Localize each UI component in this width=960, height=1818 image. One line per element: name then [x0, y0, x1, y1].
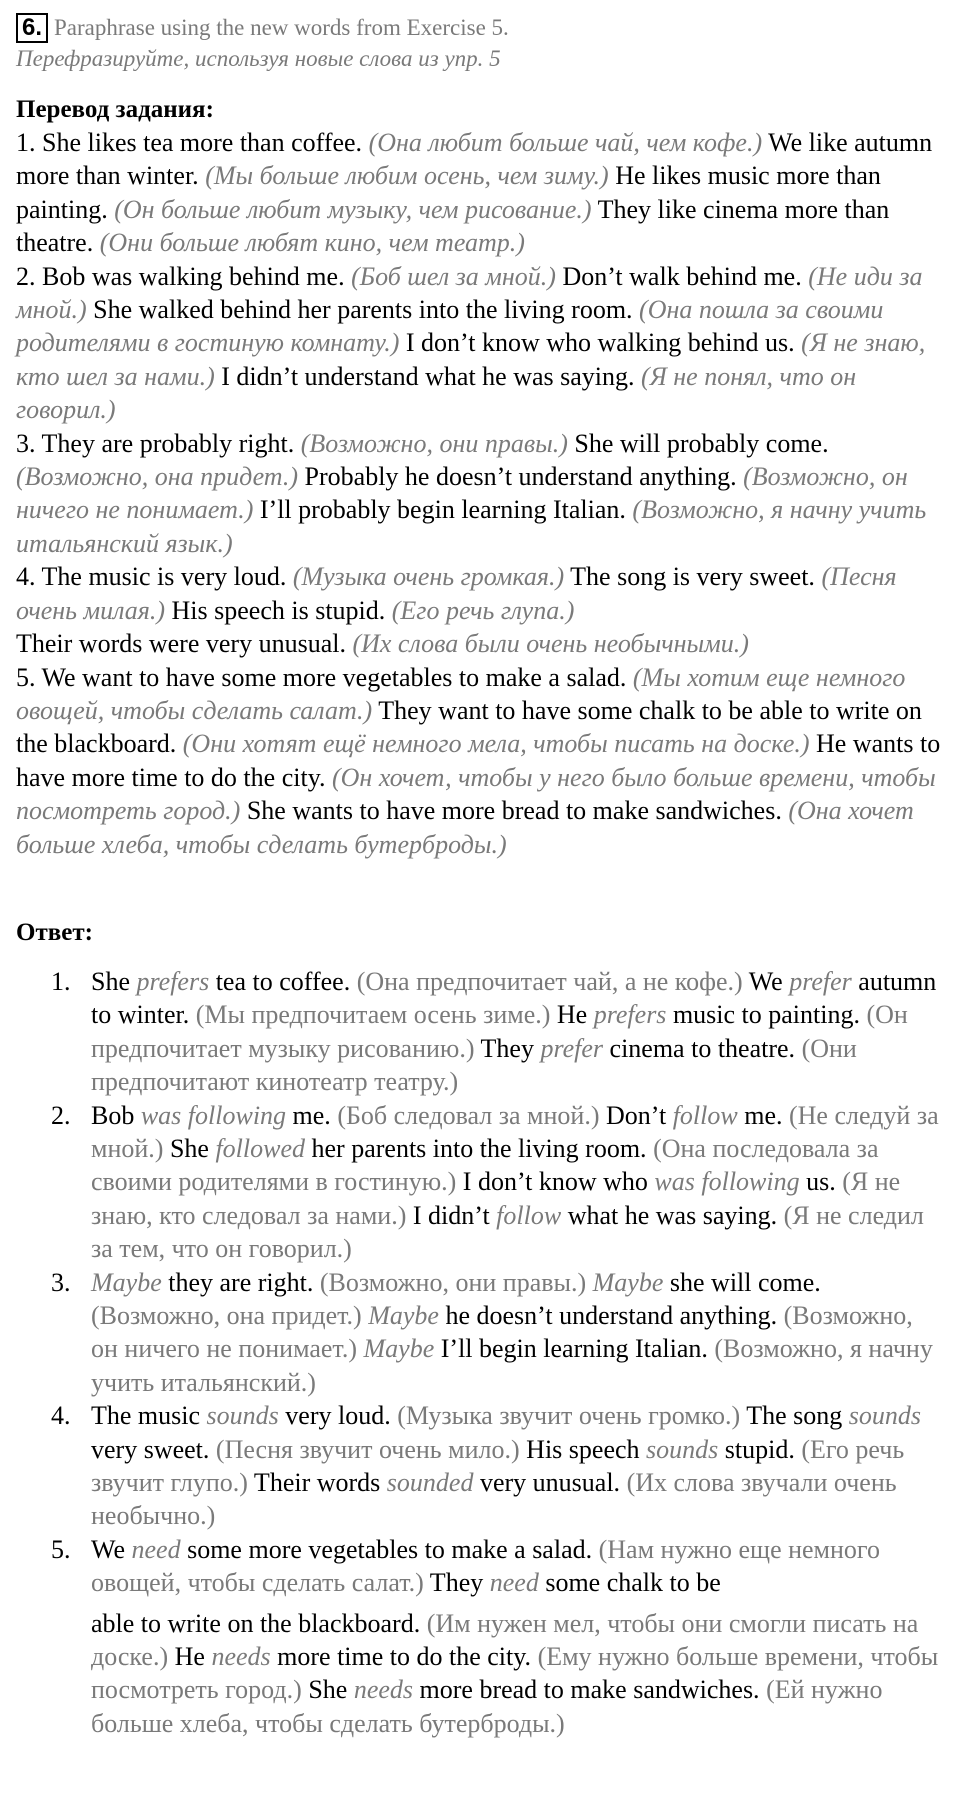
russian-translation: (Возможно, она придет.): [16, 462, 299, 492]
russian-translation: (Не иди за мной.): [16, 261, 923, 325]
answer-list: [16, 965, 942, 1740]
russian-translation: (Песня очень милая.): [16, 562, 897, 625]
russian-translation: (Я не понял, что он говорил.): [16, 361, 857, 425]
english-text: she will come.: [663, 1267, 821, 1297]
russian-translation: (Музыка очень громкая.): [292, 562, 565, 592]
line-gap: [91, 1600, 942, 1607]
answer-item: [16, 1266, 942, 1400]
keyword: Maybe: [592, 1267, 664, 1297]
russian-translation: (Возможно, они правы.): [319, 1267, 587, 1297]
translation-item: [16, 260, 942, 427]
english-text: Don’t walk behind me.: [555, 261, 809, 291]
keyword: sounds: [206, 1401, 279, 1431]
english-text: I’ll begin learning Italian.: [434, 1334, 715, 1364]
russian-translation: (Они хотят ещё немного мела, чтобы писать на доске.): [182, 729, 810, 759]
english-text: they are right.: [161, 1267, 320, 1297]
english-text: her parents into the living room.: [305, 1133, 654, 1163]
russian-translation: (Музыка звучит очень громко.): [397, 1401, 741, 1431]
english-text: Their words: [247, 1468, 387, 1498]
english-text: She: [163, 1133, 216, 1163]
english-text: They want to have some chalk to be able to write on the blackboard.: [16, 695, 922, 759]
russian-translation: (Не следуй за мной.): [91, 1100, 939, 1163]
keyword: Maybe: [363, 1334, 435, 1364]
english-text: The song: [740, 1401, 849, 1431]
translation-item: [16, 661, 942, 861]
russian-translation: (Боб следовал за мной.): [337, 1100, 600, 1130]
keyword: need: [489, 1568, 539, 1598]
russian-translation: (Возможно, они правы.): [300, 428, 568, 458]
english-text: able to write on the blackboard.: [91, 1608, 427, 1638]
russian-translation: (Их слова звучали очень необычно.): [91, 1468, 897, 1531]
english-text: more time to do the city.: [270, 1642, 538, 1672]
russian-translation: (Возможно, он ничего не понимает.): [91, 1301, 913, 1364]
english-text: music to painting.: [666, 1000, 867, 1030]
english-text: very unusual.: [473, 1468, 627, 1498]
english-text: what he was saying.: [561, 1200, 784, 1230]
english-text: He: [550, 1000, 594, 1030]
english-text: I don’t know who: [456, 1167, 655, 1197]
english-text: 3. They are probably right.: [16, 428, 301, 458]
answer-number: 5.: [51, 1534, 71, 1564]
english-text: She: [301, 1675, 354, 1705]
answer-number: 2.: [51, 1100, 71, 1130]
english-text: She: [91, 966, 137, 996]
english-text: 4. The music is very loud.: [16, 562, 293, 592]
keyword: Maybe: [91, 1267, 162, 1297]
russian-translation: (Он предпочитает музыку рисованию.): [91, 1000, 908, 1063]
translation-section-title: Перевод задания:: [16, 96, 214, 123]
russian-translation: (Возможно, я начну учить итальянский.): [91, 1334, 933, 1397]
answer-item: [16, 965, 942, 1099]
english-text: me.: [286, 1100, 338, 1130]
russian-translation: (Возможно, она придет.): [91, 1301, 362, 1330]
instruction-russian: Перефразируйте, используя новые слова из упр. 5: [16, 46, 501, 71]
english-text: She will probably come.: [567, 428, 829, 458]
russian-translation: (Он хочет, чтобы у него было больше времени, чтобы посмотреть город.): [16, 762, 936, 826]
english-text: very loud.: [278, 1401, 398, 1431]
english-text: I didn’t understand what he was saying.: [214, 361, 642, 391]
keyword: follow: [672, 1100, 738, 1130]
keyword: sounds: [848, 1401, 921, 1431]
russian-translation: (Они предпочитают кинотеатр театру.): [91, 1033, 857, 1097]
russian-translation: (Она предпочитает чай, а не кофе.): [356, 966, 743, 996]
translation-section-body: [16, 126, 942, 861]
answer-number: 4.: [51, 1401, 71, 1431]
keyword: was following: [654, 1167, 800, 1197]
russian-translation: (Возможно, я начну учить итальянский язык.): [16, 495, 927, 558]
keyword: prefers: [136, 966, 210, 996]
english-text: She wants to have more bread to make sandwiches.: [240, 796, 789, 826]
english-text: His speech is stupid.: [165, 595, 392, 625]
english-text: me.: [737, 1100, 789, 1130]
english-text: autumn to winter.: [91, 966, 937, 1030]
english-text: She walked behind her parents into the living room.: [86, 295, 640, 325]
russian-translation: (Ему нужно больше времени, чтобы посмотреть город.): [91, 1642, 939, 1705]
english-text: cinema to theatre.: [603, 1033, 802, 1063]
english-text: 2. Bob was walking behind me.: [16, 261, 352, 291]
english-text: I don’t know who walking behind us.: [399, 328, 802, 358]
keyword: was following: [140, 1100, 287, 1130]
russian-translation: (Его речь глупа.): [391, 595, 575, 625]
russian-translation: (Их слова были очень необычными.): [352, 629, 749, 659]
russian-translation: (Ей нужно больше хлеба, чтобы сделать бутерброды.): [91, 1675, 883, 1738]
russian-translation: (Мы больше любим осень, чем зиму.): [205, 161, 609, 191]
russian-translation: (Она хочет больше хлеба, чтобы сделать бутерброды.): [16, 796, 914, 859]
english-text: We: [742, 966, 790, 996]
english-text: tea to coffee.: [209, 966, 357, 996]
translation-item: [16, 126, 942, 260]
keyword: needs: [211, 1642, 271, 1672]
keyword: prefers: [593, 1000, 667, 1030]
english-text: The music: [91, 1401, 207, 1431]
english-text: We: [91, 1534, 132, 1564]
answer-item: [16, 1399, 942, 1533]
answer-item: [16, 1099, 942, 1266]
keyword: prefer: [540, 1033, 604, 1063]
russian-translation: (Я не знаю, кто шел за нами.): [16, 328, 926, 391]
english-text: he doesn’t understand anything.: [438, 1301, 784, 1330]
exercise-header: [16, 12, 942, 44]
russian-translation: (Она любит больше чай, чем кофе.): [368, 128, 763, 157]
keyword: needs: [353, 1675, 414, 1705]
english-text: Bob: [91, 1100, 141, 1130]
answer-section-title: Ответ:: [16, 918, 93, 946]
english-text: They: [474, 1033, 541, 1063]
russian-translation: (Они больше любят кино, чем театр.): [99, 228, 525, 258]
english-text: He: [168, 1642, 212, 1672]
russian-translation: (Им нужен мел, чтобы они смогли писать на доске.): [91, 1608, 919, 1672]
russian-translation: (Она пошла за своими родителями в гостиную комнату.): [16, 295, 884, 358]
english-text: They like cinema more than theatre.: [16, 194, 890, 258]
translation-item: [16, 427, 942, 561]
russian-translation: (Я не следил за тем, что он говорил.): [91, 1200, 924, 1264]
english-text: His speech: [519, 1434, 647, 1464]
english-text: very sweet.: [91, 1434, 216, 1464]
russian-translation: (Нам нужно еще немного овощей, чтобы сделать салат.): [91, 1534, 880, 1598]
english-text: They: [423, 1568, 490, 1598]
english-text: I’ll probably begin learning Italian.: [253, 495, 633, 525]
english-text: more bread to make sandwiches.: [413, 1675, 767, 1705]
russian-translation: (Возможно, он ничего не понимает.): [16, 462, 908, 525]
english-text: stupid.: [718, 1434, 802, 1464]
english-text: The song is very sweet.: [564, 562, 822, 592]
keyword: follow: [496, 1200, 562, 1230]
english-text: We like autumn more than winter.: [16, 128, 933, 191]
english-text: some more vegetables to make a salad.: [180, 1534, 599, 1564]
russian-translation: (Она последовала за своими родителями в гостиную.): [91, 1133, 879, 1197]
keyword: sounds: [646, 1434, 719, 1464]
russian-translation: (Мы хотим еще немного овощей, чтобы сделать салат.): [16, 662, 906, 725]
keyword: Maybe: [368, 1301, 439, 1330]
russian-translation: (Его речь звучит глупо.): [91, 1434, 905, 1498]
russian-translation: (Я не знаю, кто следовал за нами.): [91, 1167, 901, 1230]
english-text: us.: [799, 1167, 843, 1197]
keyword: sounded: [386, 1468, 474, 1498]
russian-translation: (Он больше любит музыку, чем рисование.): [114, 194, 592, 224]
exercise-number: 6.: [16, 13, 48, 43]
answer-item: [16, 1533, 942, 1740]
english-text: He likes music more than painting.: [16, 161, 881, 224]
russian-translation: (Боб шел за мной.): [351, 261, 556, 291]
english-text: some chalk to be: [538, 1568, 721, 1598]
russian-translation: (Песня звучит очень мило.): [215, 1434, 520, 1464]
english-text: 1. She likes tea more than coffee.: [16, 128, 369, 157]
keyword: need: [131, 1534, 181, 1564]
english-text: Their words were very unusual.: [16, 629, 353, 659]
translation-item: [16, 560, 942, 660]
russian-translation: (Мы предпочитаем осень зиме.): [195, 1000, 551, 1030]
english-text: He wants to have more time to do the city.: [16, 729, 941, 792]
keyword: prefer: [789, 966, 852, 996]
answer-number: 3.: [51, 1267, 71, 1297]
keyword: followed: [215, 1133, 306, 1163]
english-text: Don’t: [599, 1100, 673, 1130]
answer-number: 1.: [51, 966, 71, 996]
english-text: Probably he doesn’t understand anything.: [298, 462, 744, 492]
instruction-english: Paraphrase using the new words from Exercise 5.: [54, 15, 509, 40]
english-text: I didn’t: [406, 1200, 497, 1230]
english-text: 5. We want to have some more vegetables to make a salad.: [16, 662, 633, 692]
